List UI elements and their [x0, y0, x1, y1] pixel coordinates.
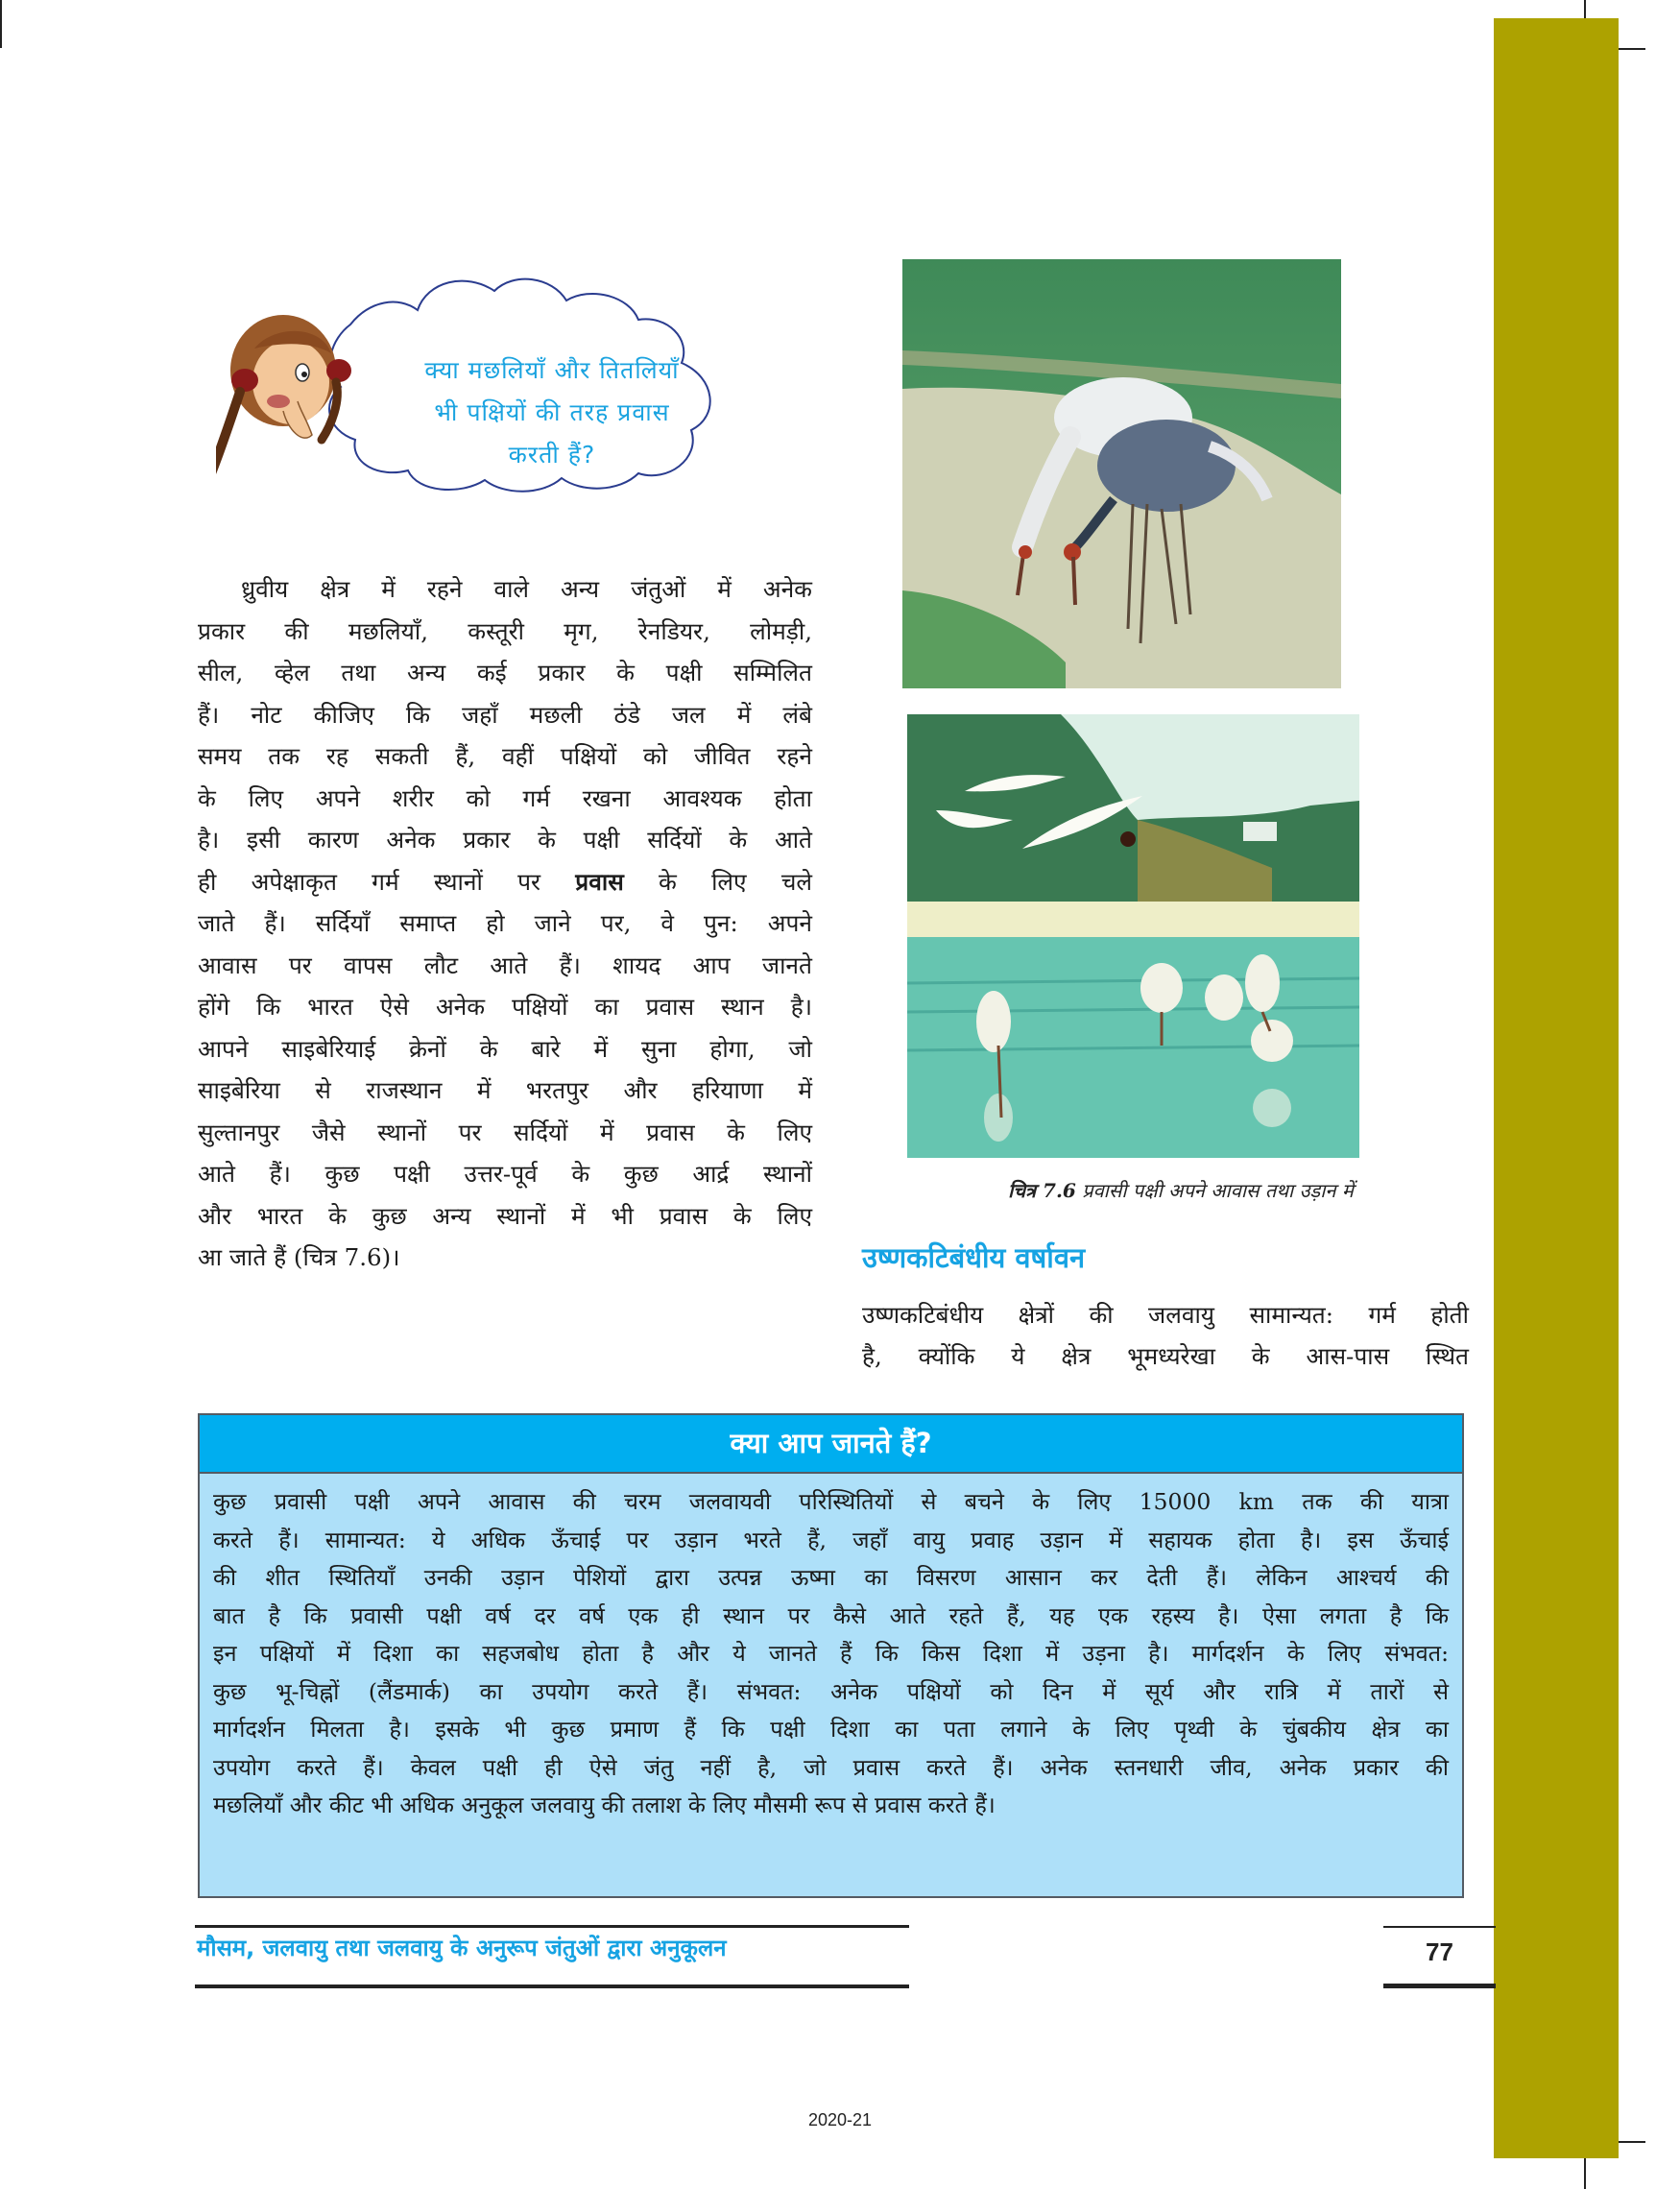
paragraph-line: है। इसी कारण अनेक प्रकार के पक्षी सर्दियों के आते [198, 826, 812, 854]
box-line: मछलियाँ और कीट भी अधिक अनुकूल जलवायु की तलाश के लिए मौसमी रूप से प्रवास करते हैं। [213, 1792, 996, 1818]
paragraph-line: आते हैं। कुछ पक्षी उत्तर-पूर्व के कुछ आर्द्र स्थानों [198, 1160, 812, 1188]
paragraph-line: सील, व्हेल तथा अन्य कई प्रकार के पक्षी सम्मिलित [198, 659, 812, 686]
did-you-know-title: क्या आप जानते हैं? [200, 1415, 1462, 1474]
paragraph-line: आपने साइबेरियाई क्रेनों के बारे में सुना होगा, जो [198, 1034, 812, 1063]
thought-cloud-illustration [216, 257, 792, 497]
cranes-photo-icon [902, 259, 1341, 688]
box-line: कुछ भू-चिह्नों (लैंडमार्क) का उपयोग करते हैं। संभवत: अनेक पक्षियों को दिन में सूर्य और रात्रि में तारों से [213, 1677, 1449, 1705]
section-heading: उष्णकटिबंधीय वर्षावन [862, 1241, 1086, 1274]
paragraph-line: के लिए अपने शरीर को गर्म रखना आवश्यक होता [198, 783, 812, 812]
paragraph-line: साइबेरिया से राजस्थान में भरतपुर और हरियाणा में [198, 1076, 812, 1104]
box-line: बात है कि प्रवासी पक्षी वर्ष दर वर्ष एक ही स्थान पर कैसे आते रहते हैं, यह एक रहस्य है। ऐसा लगता है कि [213, 1601, 1449, 1629]
did-you-know-body [200, 1474, 1462, 1825]
box-line: कुछ प्रवासी पक्षी अपने आवास की चरम जलवायवी परिस्थितियों से बचने के लिए 15000 km तक की यात्रा [213, 1488, 1449, 1515]
paragraph-line: आवास पर वापस लौट आते हैं। शायद आप जानते [198, 950, 812, 979]
cloud-line: क्या मछलियाँ और तितलियाँ [424, 356, 680, 384]
paragraph-line: होंगे कि भारत ऐसे अनेक पक्षियों का प्रवास स्थान है। [198, 993, 812, 1021]
session-year: 2020-21 [807, 2110, 873, 2129]
paragraph-line: ध्रुवीय क्षेत्र में रहने वाले अन्य जंतुओं में अनेक [241, 575, 812, 603]
box-line: की शीत स्थितियाँ उनकी उड़ान पेशियों द्वारा उत्पन्न ऊष्मा का विसरण आसान कर देती हैं। लेकिन आश्चर्य की [213, 1564, 1449, 1591]
figure-label: चित्र 7.6 [1008, 1179, 1076, 1202]
did-you-know-box [198, 1413, 1464, 1898]
olive-sidebar [1494, 18, 1619, 2158]
footer-rule-top-left [195, 1925, 909, 1928]
chapter-title: मौसम, जलवायु तथा जलवायु के अनुरूप जंतुओं द्वारा अनुकूलन [197, 1935, 727, 1961]
figure-caption-text: प्रवासी पक्षी अपने आवास तथा उड़ान में [1082, 1179, 1354, 1202]
paragraph-line-with-bold: ही अपेक्षाकृत गर्म स्थानों पर प्रवास के लिए चले [198, 867, 812, 896]
paragraph-line: है, क्योंकि ये क्षेत्र भूमध्यरेखा के आस-पास स्थित [862, 1342, 1469, 1370]
paragraph-line: प्रकार की मछलियाँ, कस्तूरी मृग, रेनडियर, लोमड़ी, [198, 616, 812, 645]
thought-cloud-question [384, 349, 720, 476]
photo-birds-flight [907, 714, 1359, 1158]
photo-cranes-feeding [902, 259, 1341, 688]
main-paragraph [198, 568, 812, 1279]
page-number-rule-top [1383, 1926, 1496, 1928]
paragraph-line: समय तक रह सकती हैं, वहीं पक्षियों को जीवित रहने [198, 742, 812, 770]
page-number-rule-bottom [1383, 1984, 1496, 1988]
paragraph-line: उष्णकटिबंधीय क्षेत्रों की जलवायु सामान्यत: गर्म होती [862, 1301, 1469, 1329]
bold-term: प्रवास [575, 867, 624, 896]
paragraph-line: और भारत के कुछ अन्य स्थानों में भी प्रवास के लिए [198, 1201, 812, 1230]
section-paragraph [862, 1294, 1469, 1377]
box-line: उपयोग करते हैं। केवल पक्षी ही ऐसे जंतु नहीं है, जो प्रवास करते हैं। अनेक स्तनधारी जीव, अनेक प्रकार की [213, 1753, 1449, 1781]
paragraph-line: जाते हैं। सर्दियाँ समाप्त हो जाने पर, वे पुन: अपने [198, 909, 812, 937]
cloud-line: भी पक्षियों की तरह प्रवास [434, 398, 670, 426]
box-line: इन पक्षियों में दिशा का सहजबोध होता है और ये जानते हैं कि किस दिशा में उड़ना है। मार्गदर्शन के लिए संभवत: [213, 1640, 1449, 1667]
paragraph-line: सुल्तानपुर जैसे स्थानों पर सर्दियों में प्रवास के लिए [198, 1118, 812, 1146]
paragraph-line: आ जाते हैं (चित्र 7.6)। [198, 1243, 400, 1271]
birds-photo-icon [907, 714, 1359, 1158]
footer-rule-bottom-left [195, 1985, 909, 1988]
box-line: मार्गदर्शन मिलता है। इसके भी कुछ प्रमाण हैं कि पक्षी दिशा का पता लगाने के लिए पृथ्वी के चुंबकीय क्षेत्र का [213, 1716, 1449, 1743]
paragraph-line: हैं। नोट कीजिए कि जहाँ मछली ठंडे जल में लंबे [198, 700, 812, 729]
crop-mark-top-left [0, 0, 2, 48]
figure-caption [893, 1177, 1469, 1203]
cloud-line: करती हैं? [508, 441, 596, 469]
page-number: 77 [1426, 1937, 1453, 1966]
box-line: करते हैं। सामान्यत: ये अधिक ऊँचाई पर उड़ान भरते हैं, जहाँ वायु प्रवाह उड़ान में सहायक होता है। इस ऊँचाई [213, 1526, 1449, 1553]
